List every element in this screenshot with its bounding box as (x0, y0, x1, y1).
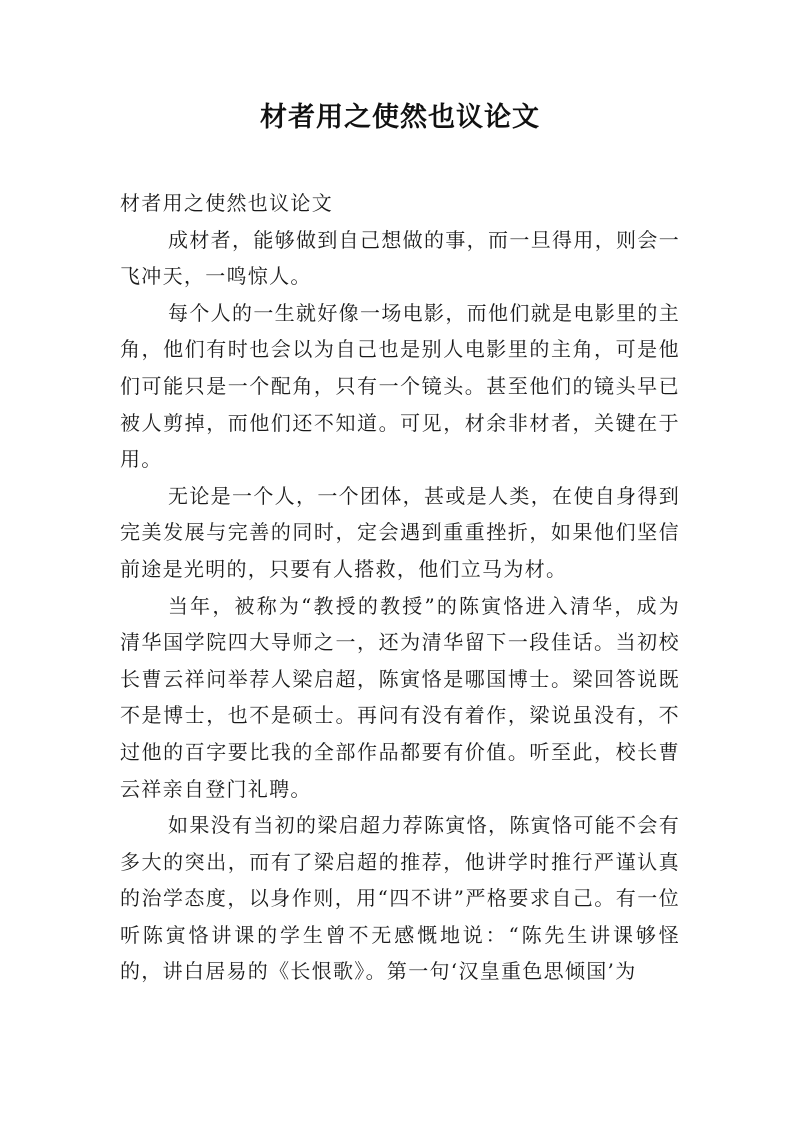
paragraph: 当年，被称为“教授的教授”的陈寅恪进入清华，成为清华国学院四大导师之一，还为清华留下一段佳话。当初校长曹云祥问举荐人梁启超，陈寅恪是哪国博士。梁回答说既不是博士，也不是硕士。再问有没有着作，梁说虽没有，不过他的百字要比我的全部作品都要有价值。听至此，校长曹云祥亲自登门礼聘。 (120, 593, 680, 801)
paragraph: 成材者，能够做到自己想做的事，而一旦得用，则会一飞冲天，一鸣惊人。 (120, 227, 680, 289)
paragraph: 如果没有当初的梁启超力荐陈寅恪，陈寅恪可能不会有多大的突出，而有了梁启超的推荐，他讲学时推行严谨认真的治学态度，以身作则，用“四不讲”严格要求自己。有一位听陈寅恪讲课的学生曾不无感慨地说：“陈先生讲课够怪的，讲白居易的《长恨歌》。第一句‘汉皇重色思倾国’为 (120, 813, 680, 984)
document-subtitle: 材者用之使然也议论文 (120, 191, 333, 215)
paragraph: 无论是一个人，一个团体，甚或是人类，在使自身得到完美发展与完善的同时，定会遇到重重挫折，如果他们坚信前途是光明的，只要有人搭救，他们立马为材。 (120, 483, 680, 581)
document-title: 材者用之使然也议论文 (260, 102, 540, 133)
paragraph: 每个人的一生就好像一场电影，而他们就是电影里的主角，他们有时也会以为自己也是别人电影里的主角，可是他们可能只是一个配角，只有一个镜头。甚至他们的镜头早已被人剪掉，而他们还不知道。可见，材余非材者，关键在于用。 (120, 300, 680, 472)
document-body (120, 185, 680, 990)
